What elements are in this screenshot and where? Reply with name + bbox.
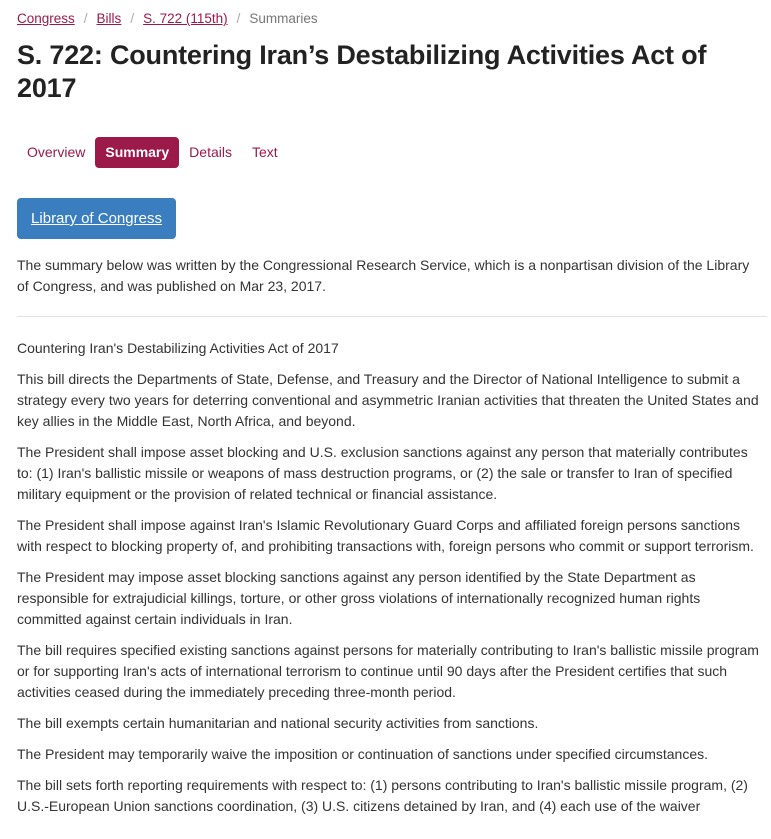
breadcrumb-separator: / bbox=[130, 11, 135, 26]
breadcrumb-separator: / bbox=[83, 11, 88, 26]
summary-paragraph: The bill requires specified existing sanctions against persons for materially contributing to Iran's ballistic missile program or for supporting Iran's acts of international terrorism to continue until 90 days after the President certifies that such activities ceased during the immediately preceding three-month period. bbox=[17, 642, 759, 700]
tab-summary[interactable]: Summary bbox=[95, 137, 179, 168]
bill-tabs bbox=[17, 137, 288, 168]
breadcrumb bbox=[17, 11, 318, 26]
breadcrumb-link-bills[interactable]: Bills bbox=[96, 11, 122, 26]
summary-paragraph: The President may impose asset blocking sanctions against any person identified by the State Department as responsible for extrajudicial killings, torture, or other gross violations of internationally recognized human rights committed against certain individuals in Iran. bbox=[17, 569, 701, 627]
tab-text[interactable]: Text bbox=[251, 144, 278, 160]
summary-paragraph: The bill exempts certain humanitarian and national security activities from sanctions. bbox=[17, 715, 539, 731]
summary-paragraph: The President shall impose asset blocking and U.S. exclusion sanctions against any person that materially contributes to: (1) Iran's ballistic missile or weapons of mass destruction programs, or (2) the sale or transfer to Iran of specified military equipment or the provision of related technical or financial assistance. bbox=[17, 444, 748, 502]
summary-paragraph: The President may temporarily waive the imposition or continuation of sanctions under specified circumstances. bbox=[17, 746, 708, 762]
divider bbox=[17, 316, 767, 317]
breadcrumb-link-congress[interactable]: Congress bbox=[17, 11, 75, 26]
breadcrumb-link-bill[interactable]: S. 722 (115th) bbox=[143, 11, 228, 26]
page-title: S. 722: Countering Iran’s Destabilizing Activities Act of 2017 bbox=[17, 40, 707, 103]
tab-overview[interactable]: Overview bbox=[27, 144, 86, 160]
summary-paragraph: The bill sets forth reporting requirements with respect to: (1) persons contributing to Iran's ballistic missile program, (2) U.S.-European Union sanctions coordination, (3) U.S. citizens detained by Iran, and (4) each use of the waiver bbox=[17, 777, 748, 814]
summary-heading: Countering Iran's Destabilizing Activities Act of 2017 bbox=[17, 340, 339, 356]
library-of-congress-button[interactable]: Library of Congress bbox=[17, 198, 176, 239]
breadcrumb-current: Summaries bbox=[249, 11, 318, 26]
summary-paragraph: The President shall impose against Iran's Islamic Revolutionary Guard Corps and affiliated foreign persons sanctions with respect to blocking property of, and prohibiting transactions with, foreign persons who commit or support terrorism. bbox=[17, 517, 754, 554]
tab-details[interactable]: Details bbox=[189, 144, 232, 160]
summary-paragraph: This bill directs the Departments of State, Defense, and Treasury and the Director of National Intelligence to submit a strategy every two years for deterring conventional and asymmetric Iranian activities that threaten the United States and key allies in the Middle East, North Africa, and beyond. bbox=[17, 371, 759, 429]
breadcrumb-separator: / bbox=[236, 11, 241, 26]
summary-intro: The summary below was written by the Congressional Research Service, which is a nonpartisan division of the Library of Congress, and was published on Mar 23, 2017. bbox=[17, 257, 750, 294]
summary-body bbox=[17, 338, 762, 827]
